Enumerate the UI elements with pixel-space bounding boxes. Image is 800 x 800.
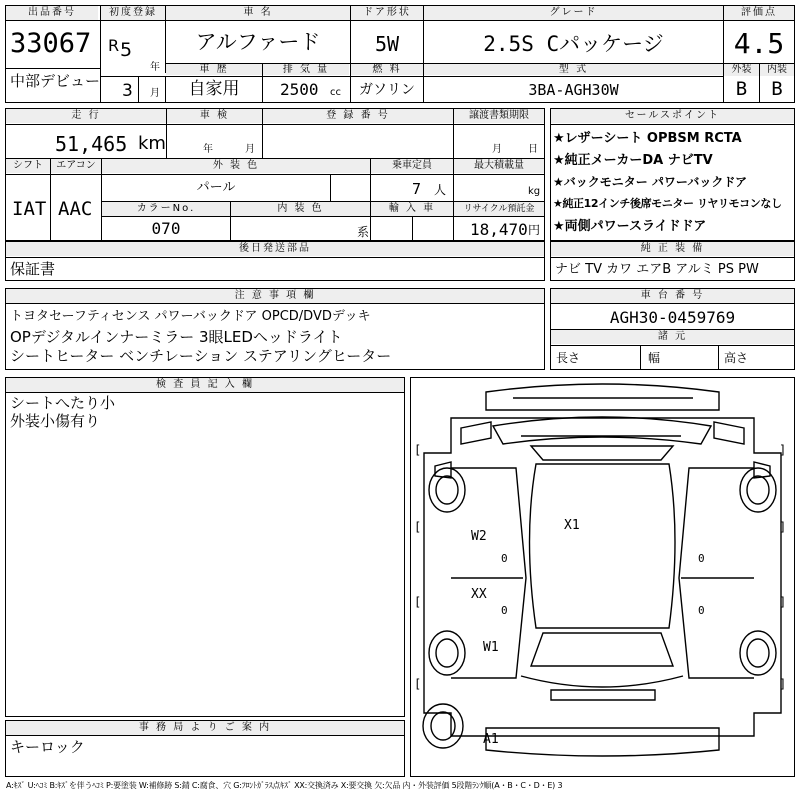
first-reg-header: 初度登録 xyxy=(101,6,165,20)
mileage-unit: km xyxy=(138,133,166,154)
bracket-rear-right: ] xyxy=(779,595,787,609)
dims-header: 諸 元 xyxy=(551,330,794,344)
later-parts: 保証書 xyxy=(10,260,56,278)
plate-header: 登 録 番 号 xyxy=(263,109,453,123)
interior-color-header: 内 装 色 xyxy=(231,202,370,216)
damage-mark-w2: W2 xyxy=(471,529,487,544)
damage-mark-xx: XX xyxy=(471,587,487,602)
notes-header: 注 意 事 項 欄 xyxy=(6,289,544,303)
sales-point-3: ★バックモニター パワーバックドア xyxy=(553,175,747,189)
ac-header: エアコン xyxy=(51,159,101,173)
car-name-header: 車 名 xyxy=(166,6,350,20)
exterior-color: パール xyxy=(196,180,236,195)
bracket-front-right: ] xyxy=(779,443,787,457)
exterior-grade: B xyxy=(735,78,748,100)
color-header: 外 装 色 xyxy=(102,159,370,173)
door-type: 5W xyxy=(374,32,400,56)
first-reg-year: 5 xyxy=(120,39,133,61)
office-text: キーロック xyxy=(10,738,85,756)
load-unit: kg xyxy=(528,186,541,197)
sales-point-4: ★純正12インチ後席モニター リヤリモコンなし xyxy=(553,197,782,210)
inspector-line-2: 外装小傷有り xyxy=(10,412,101,430)
sales-point-1: ★レザーシート OPBSM RCTA xyxy=(553,131,742,146)
bracket-bottom-right: ] xyxy=(779,677,787,691)
inspector-header: 検 査 員 記 入 欄 xyxy=(6,378,404,392)
lot-number: 33067 xyxy=(10,28,92,59)
zero-mark-right-1: 0 xyxy=(698,552,705,565)
notes-line-3: シートヒーター ベンチレーション ステアリングヒーター xyxy=(10,347,392,365)
grade: 2.5S Cパッケージ xyxy=(483,32,664,56)
later-parts-header: 後日発送部品 xyxy=(6,242,544,256)
sales-point-2: ★純正メーカーDA ナビTV xyxy=(553,153,713,168)
year-unit: 年 xyxy=(150,62,160,73)
equipment: ナビ TV カワ エアB アルミ PS PW xyxy=(555,262,759,277)
recycle-fee: 18,470 xyxy=(470,220,528,239)
sales-point-5: ★両側パワースライドドア xyxy=(553,219,707,234)
era-label: R xyxy=(108,36,120,55)
fuel-header: 燃 料 xyxy=(351,64,423,75)
transfer-day-unit: 日 xyxy=(528,144,538,155)
chassis-number: AGH30-0459769 xyxy=(609,308,736,327)
width-label: 幅 xyxy=(648,351,661,365)
damage-mark-a1: A1 xyxy=(483,732,499,747)
displacement: 2500 xyxy=(280,80,319,99)
capacity: 7 xyxy=(412,180,422,198)
zero-mark-left-1: 0 xyxy=(501,552,508,565)
history-header: 車 歴 xyxy=(166,64,262,75)
zero-mark-right-2: 0 xyxy=(698,604,705,617)
office-header: 事 務 局 よ り ご 案 内 xyxy=(6,721,404,735)
model-code: 3BA-AGH30W xyxy=(528,81,619,99)
capacity-header: 乗車定員 xyxy=(371,159,453,173)
interior-grade: B xyxy=(771,78,783,100)
shift-header: シフト xyxy=(6,159,50,173)
displacement-unit: cc xyxy=(330,87,341,98)
score-header: 評価点 xyxy=(724,6,794,20)
history: 自家用 xyxy=(188,79,240,99)
inspection-header: 車 検 xyxy=(167,109,262,123)
bracket-mid-left: [ xyxy=(414,520,422,534)
mileage: 51,465 xyxy=(55,132,128,156)
inspector-line-1: シートへたり小 xyxy=(10,394,116,412)
ac: AAC xyxy=(58,198,93,220)
color-no: 070 xyxy=(151,219,181,238)
bracket-bottom-left: [ xyxy=(414,677,422,691)
bracket-mid-right: ] xyxy=(779,520,787,534)
import-header: 輸 入 車 xyxy=(371,202,453,216)
height-label: 高さ xyxy=(724,351,749,365)
car-name: アルファード xyxy=(195,30,321,54)
lot-number-header: 出品番号 xyxy=(6,6,98,20)
length-label: 長さ xyxy=(556,351,581,365)
fuel: ガソリン xyxy=(359,82,415,98)
grade-header: グレード xyxy=(424,6,723,20)
capacity-unit: 人 xyxy=(434,183,447,197)
chassis-header: 車 台 番 号 xyxy=(551,289,794,303)
transfer-month-unit: 月 xyxy=(492,144,502,155)
score: 4.5 xyxy=(733,27,785,60)
inspection-year-unit: 年 xyxy=(203,144,213,155)
bracket-rear-left: [ xyxy=(414,595,422,609)
legend-text: A:ｷｽﾞ U:ﾍｺﾐ B:ｷｽﾞを伴うﾍｺﾐ P:要塗装 W:補修跡 S:錆 C:腐食、穴 G:ﾌﾛﾝﾄｶﾞﾗｽ点ｷｽﾞ XX:交換済み X:要交換 欠:欠品 内・外装評価 5段階ﾗﾝｸ順(A・B・C・D・E) 3 xyxy=(6,781,563,790)
zero-mark-left-2: 0 xyxy=(501,604,508,617)
equipment-header: 純 正 装 備 xyxy=(551,242,794,256)
exterior-grade-header: 外装 xyxy=(724,64,759,76)
month-unit: 月 xyxy=(150,88,160,99)
damage-mark-x1: X1 xyxy=(564,518,580,533)
first-reg-month: 3 xyxy=(122,81,133,101)
interior-color-unit: 系 xyxy=(357,225,370,239)
damage-mark-w1: W1 xyxy=(483,640,499,655)
notes-line-1: トヨタセーフティセンス パワーバックドア OPCD/DVDデッキ xyxy=(10,309,371,324)
door-header: ドア形状 xyxy=(351,6,423,20)
inspection-month-unit: 月 xyxy=(245,144,255,155)
recycle-unit: 円 xyxy=(528,223,541,237)
transfer-header: 譲渡書類期限 xyxy=(454,109,544,123)
recycle-header: リサイクル預託金 xyxy=(454,202,544,216)
sales-points-header: セールスポイント xyxy=(551,109,794,123)
shift: IAT xyxy=(12,198,47,220)
displacement-header: 排 気 量 xyxy=(263,64,349,75)
notes-line-2: OPデジタルインナーミラー 3眼LEDヘッドライト xyxy=(10,328,343,346)
bracket-front-left: [ xyxy=(414,443,422,457)
model-header: 型 式 xyxy=(424,64,723,75)
load-header: 最大積載量 xyxy=(454,159,544,173)
interior-grade-header: 内装 xyxy=(760,64,794,76)
venue-label: 中部デビュー xyxy=(10,72,101,90)
car-damage-diagram xyxy=(410,377,795,777)
color-no-header: カラーNo. xyxy=(102,202,230,216)
mileage-header: 走 行 xyxy=(6,109,166,123)
